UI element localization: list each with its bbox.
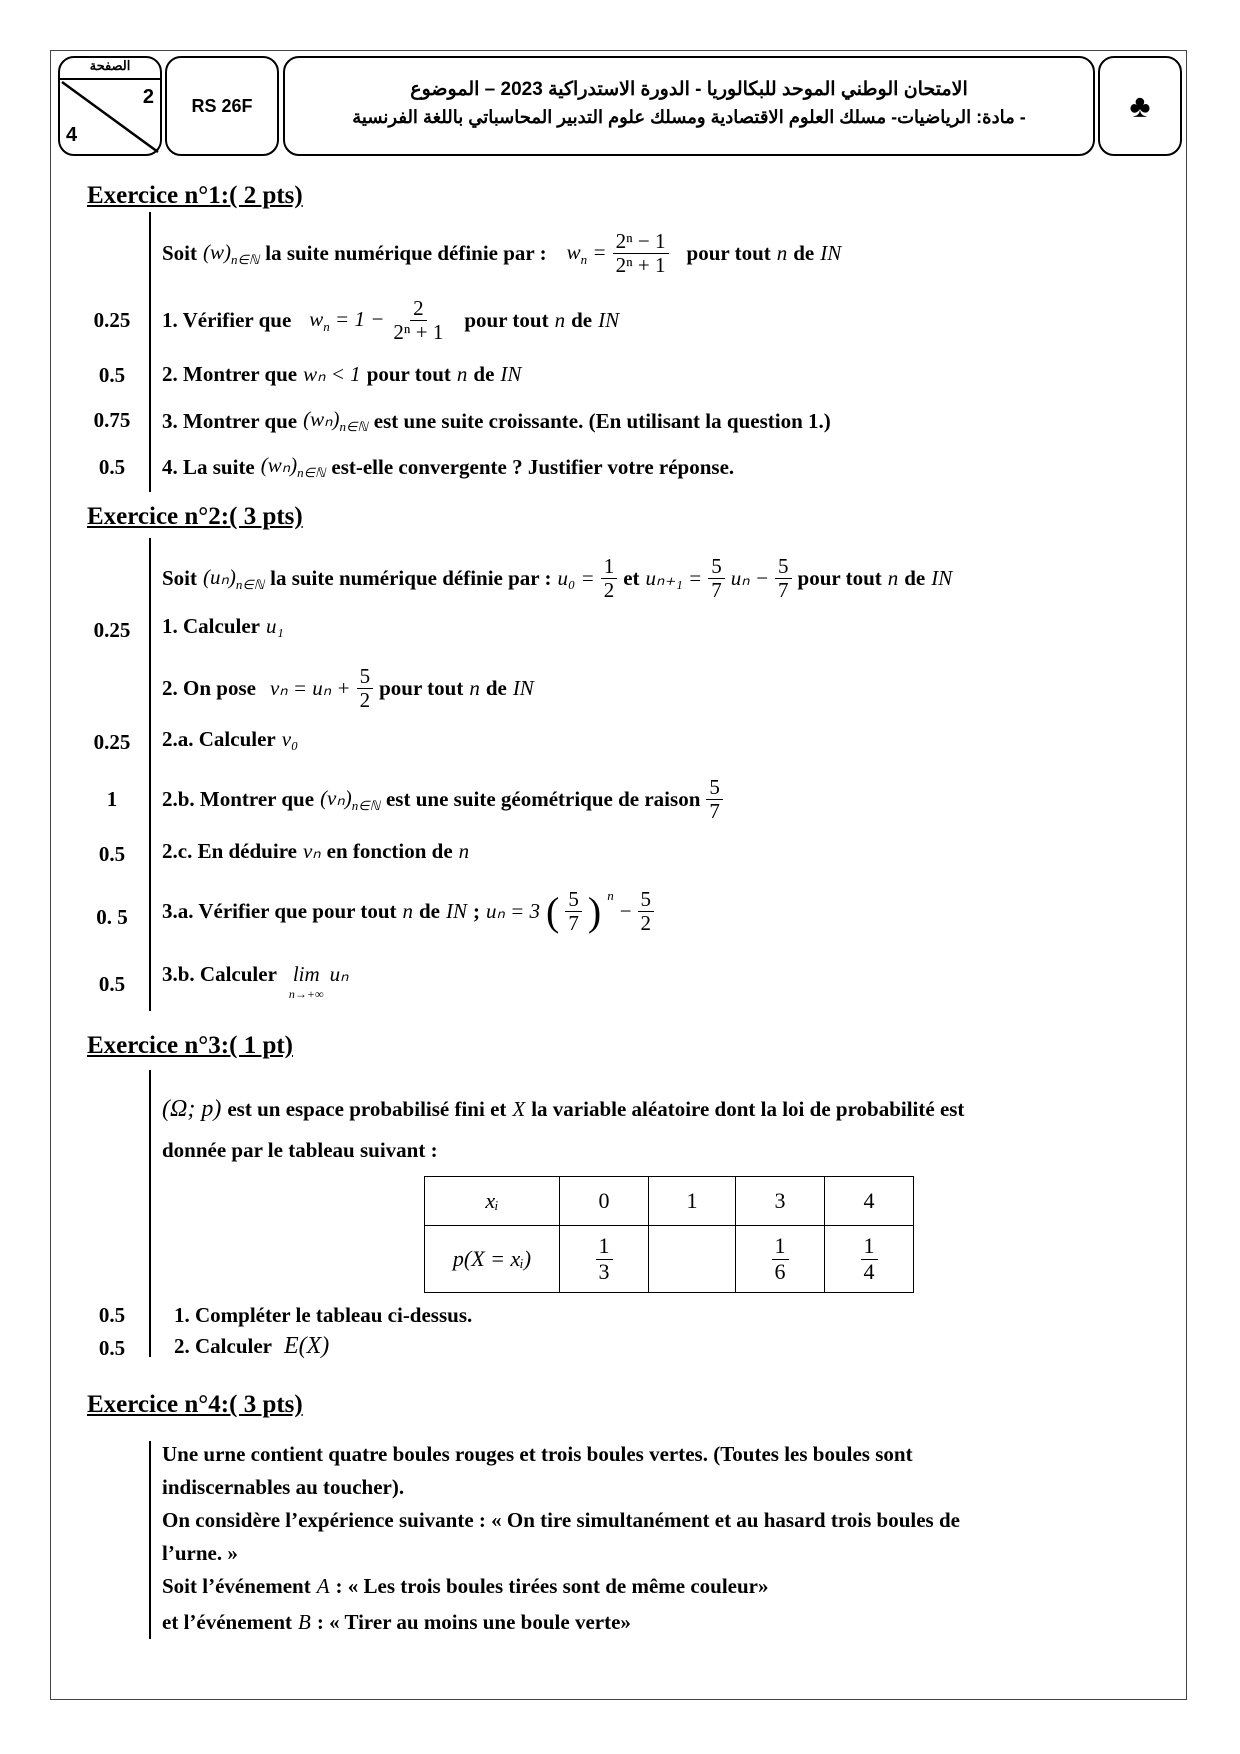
ex2-question-2b: 2.b. Montrer que $(v_n)_{n\in ℕ}$ est une suite géométrique de raison 5 7 xyxy=(162,776,723,823)
ex4-event-a: Soit l’événement A : « Les trois boules tirées sont de même couleur» xyxy=(162,1574,769,1598)
points: 0.75 xyxy=(93,408,131,432)
page-total: 4 xyxy=(66,124,78,146)
points: 1 xyxy=(106,787,118,811)
points: 0.5 xyxy=(98,972,126,996)
exercise-4-title: Exercice n°4:( 3 pts) xyxy=(87,1391,303,1418)
exercise-1-title: Exercice n°1:( 2 pts) xyxy=(87,182,303,209)
exam-title: الامتحان الوطني الموحد للبكالوريا - الدورة الاستدراكية 2023 – الموضوع xyxy=(410,79,968,100)
ex4-event-b: et l’événement B : « Tirer au moins une boule verte» xyxy=(162,1610,631,1634)
table-cell: $\frac{1}{6}$ xyxy=(736,1226,825,1293)
points: 0. 5 xyxy=(96,905,128,929)
points: 0.5 xyxy=(98,363,126,387)
exam-code: RS 26F xyxy=(191,95,253,116)
table-cell: 4 xyxy=(825,1177,914,1226)
margin-line xyxy=(149,212,151,492)
ex1-question-1: 1. Vérifier que $w_n = 1$ − $\frac{2}{\text{2ⁿ + 1}}$ pour tout n de IN xyxy=(162,296,620,345)
exercise-2-title: Exercice n°2:( 3 pts) xyxy=(87,503,303,530)
margin-line xyxy=(149,538,151,1011)
margin-line xyxy=(149,1441,151,1639)
ex3-question-2: 2. Calculer E(X) xyxy=(174,1333,330,1359)
page-label: الصفحة xyxy=(60,58,160,80)
table-cell-empty[interactable] xyxy=(649,1226,736,1293)
ex2-question-2c: 2.c. En déduire vₙ en fonction de n xyxy=(162,839,470,863)
page-number-box xyxy=(58,56,162,156)
ex4-line: indiscernables au toucher). xyxy=(162,1475,405,1499)
table-header-prob: p(X = xᵢ) xyxy=(425,1226,560,1293)
points: 0.5 xyxy=(98,842,126,866)
exercise-3-title: Exercice n°3:( 1 pt) xyxy=(87,1032,294,1059)
table-cell: 0 xyxy=(560,1177,649,1226)
ex2-question-1: 1. Calculer u₁ xyxy=(162,614,284,638)
ex1-question-3: 3. Montrer que $(w_n)_{n\in ℕ}$ est une suite croissante. (En utilisant la question 1.) xyxy=(162,407,831,435)
table-cell: $\frac{1}{3}$ xyxy=(560,1226,649,1293)
table-cell: 3 xyxy=(736,1177,825,1226)
page-number: 2 xyxy=(142,86,154,108)
margin-line xyxy=(149,1070,151,1357)
table-cell: 1 xyxy=(649,1177,736,1226)
club-icon: ♣ xyxy=(1129,87,1151,124)
points: 0.5 xyxy=(98,1336,126,1360)
points: 0.25 xyxy=(93,308,131,332)
points: 0.25 xyxy=(93,618,131,642)
probability-table xyxy=(424,1176,914,1293)
ex3-line-2: donnée par le tableau suivant : xyxy=(162,1138,438,1162)
points: 0.5 xyxy=(98,1303,126,1327)
ex4-line: On considère l’expérience suivante : « On tire simultanément et au hasard trois boules de xyxy=(162,1508,960,1532)
table-header-xi: xᵢ xyxy=(425,1177,560,1226)
ex4-line: l’urne. » xyxy=(162,1541,238,1565)
ex3-line-1: (Ω; p) est un espace probabilisé fini et X la variable aléatoire dont la loi de probabilité est xyxy=(162,1096,965,1122)
ex3-question-1: 1. Compléter le tableau ci-dessus. xyxy=(174,1303,473,1327)
ex2-question-2a: 2.a. Calculer v₀ xyxy=(162,727,299,751)
ex1-intro: Soit $(w)_{n\in ℕ}$ la suite numérique définie par : $w_n$ = $\frac{\text{2ⁿ − 1}}{\text{2ⁿ + 1}}$ pour tout n de IN xyxy=(162,229,842,278)
points: 0.5 xyxy=(98,455,126,479)
points: 0.25 xyxy=(93,730,131,754)
ex2-question-3a: 3.a. Vérifier que pour tout n de IN ; uₙ = 3 ( 5 7 ) $^n$ − $\frac{5}{2}$ xyxy=(162,888,654,935)
ex1-question-4: 4. La suite $(w_n)_{n\in ℕ}$ est-elle convergente ? Justifier votre réponse. xyxy=(162,453,735,481)
ex2-question-3b: 3.b. Calculer lim n→+∞ uₙ xyxy=(162,962,349,1001)
ex4-line: Une urne contient quatre boules rouges et trois boules vertes. (Toutes les boules sont xyxy=(162,1442,913,1466)
ex2-intro: Soit $(u_n)_{n\in ℕ}$ la suite numérique définie par : u₀ = $\frac{1}{2}$ et uₙ₊₁ = $\frac{5}{7}$ uₙ − $\frac{5}{7}$ pour tout n de IN xyxy=(162,554,953,603)
exam-subject: - مادة: الرياضيات- مسلك العلوم الاقتصادية ومسلك علوم التدبير المحاسباتي باللغة الفرنسية xyxy=(352,107,1026,127)
ex2-question-2: 2. On pose vₙ = uₙ + $\frac{5}{2}$ pour tout n de IN xyxy=(162,664,534,713)
table-cell: $\frac{1}{4}$ xyxy=(825,1226,914,1293)
ex1-question-2: 2. Montrer que wₙ < 1 pour tout n de IN xyxy=(162,362,522,386)
